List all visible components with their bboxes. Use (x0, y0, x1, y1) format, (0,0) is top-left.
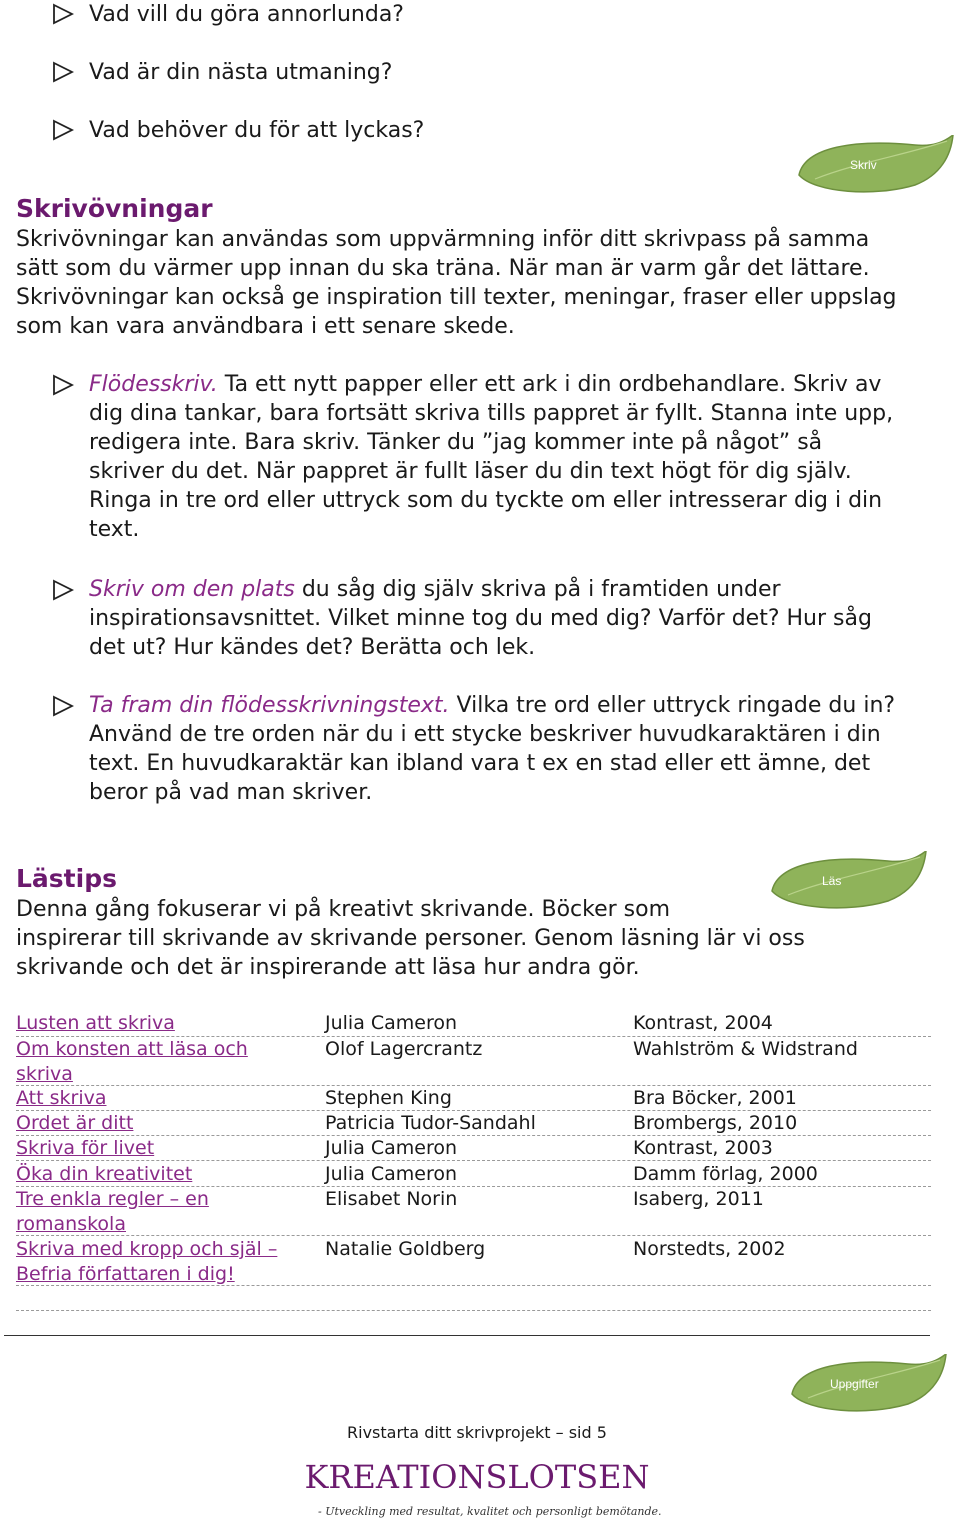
table-row (16, 1187, 931, 1236)
uppgifter-tag: Uppgifter (830, 1377, 879, 1391)
exercise-line: text. (89, 517, 140, 542)
book-title-link[interactable]: Lusten att skriva (16, 1012, 175, 1034)
book-title-link[interactable]: Ordet är ditt (16, 1112, 134, 1134)
table-row (16, 1111, 931, 1136)
section-heading-lastips: Lästips (16, 864, 117, 893)
book-publisher: Damm förlag, 2000 (633, 1163, 818, 1185)
exercise-line: Ringa in tre ord eller uttryck som du tyckte om eller intresserar dig i din (89, 488, 883, 513)
exercise-line: Använd de tre orden när du i ett stycke beskriver huvudkaraktären i din (89, 722, 881, 747)
book-publisher: Wahlström & Widstrand (633, 1038, 858, 1060)
las-tag: Läs (822, 874, 842, 888)
book-title-link[interactable]: Öka din kreativitet (16, 1163, 193, 1185)
book-author: Julia Cameron (325, 1137, 458, 1159)
paragraph-line: inspirerar till skrivande av skrivande personer. Genom läsning lär vi oss (16, 926, 805, 951)
divider-rule (4, 1335, 930, 1336)
triangle-bullet-icon (52, 119, 74, 141)
book-title-line[interactable]: skriva (16, 1063, 73, 1085)
exercise-first-line (89, 691, 895, 720)
exercise-label: Flödesskriv. (89, 372, 218, 397)
exercise-label: Ta fram din flödesskrivningstext. (89, 693, 450, 718)
book-publisher: Kontrast, 2004 (633, 1012, 773, 1034)
exercise-first-line (89, 575, 781, 604)
intro-question: Vad är din nästa utmaning? (89, 60, 393, 85)
exercise-first-line (89, 370, 881, 399)
triangle-bullet-icon (52, 374, 74, 396)
exercise-line: text. En huvudkaraktär kan ibland vara t ex en stad eller ett ämne, det (89, 751, 871, 776)
paragraph-line: som kan vara användbara i ett senare skede. (16, 314, 515, 339)
book-title-link[interactable]: Skriva för livet (16, 1137, 155, 1159)
book-author: Julia Cameron (325, 1163, 458, 1185)
exercise-text: Vilka tre ord eller uttryck ringade du in? (449, 693, 896, 718)
book-publisher: Brombergs, 2010 (633, 1112, 798, 1134)
exercise-label: Skriv om den plats (89, 577, 295, 602)
intro-question: Vad behöver du för att lyckas? (89, 118, 425, 143)
las-leaf-icon (768, 851, 930, 913)
book-title-line[interactable]: Skriva med kropp och själ – (16, 1238, 278, 1260)
book-author: Julia Cameron (325, 1012, 458, 1034)
exercise-line: beror på vad man skriver. (89, 780, 373, 805)
triangle-bullet-icon (52, 3, 74, 25)
exercise-line: det ut? Hur kändes det? Berätta och lek. (89, 635, 536, 660)
triangle-bullet-icon (52, 579, 74, 601)
book-publisher: Kontrast, 2003 (633, 1137, 773, 1159)
kreationslotsen-logo (292, 1458, 662, 1496)
book-title-link[interactable]: Att skriva (16, 1087, 107, 1109)
paragraph-line: sätt som du värmer upp innan du ska träna. När man är varm går det lättare. (16, 256, 870, 281)
book-title-line[interactable]: romanskola (16, 1213, 126, 1235)
book-author: Olof Lagercrantz (325, 1038, 483, 1060)
paragraph-line: Skrivövningar kan användas som uppvärmning inför ditt skrivpass på samma (16, 227, 870, 252)
book-title-line[interactable]: Om konsten att läsa och (16, 1038, 248, 1060)
paragraph-line: Skrivövningar kan också ge inspiration till texter, meningar, fraser eller uppslag (16, 285, 897, 310)
table-row (16, 1237, 931, 1286)
triangle-bullet-icon (52, 61, 74, 83)
book-author: Patricia Tudor-Sandahl (325, 1112, 536, 1134)
intro-question: Vad vill du göra annorlunda? (89, 2, 404, 27)
table-row-empty (16, 1288, 931, 1311)
book-title-line[interactable]: Befria författaren i dig! (16, 1263, 235, 1285)
book-title-link[interactable] (16, 1037, 306, 1087)
book-author: Stephen King (325, 1087, 452, 1109)
page-label: Rivstarta ditt skrivprojekt – sid 5 (347, 1423, 607, 1442)
paragraph-line: skrivande och det är inspirerande att läsa hur andra gör. (16, 955, 640, 980)
exercise-line: skriver du det. När pappret är fullt läser du din text högt för dig själv. (89, 459, 852, 484)
table-row (16, 1086, 931, 1111)
book-publisher: Bra Böcker, 2001 (633, 1087, 797, 1109)
skriv-tag: Skriv (850, 158, 877, 172)
book-title-line[interactable]: Tre enkla regler – en (16, 1188, 209, 1210)
book-title-link[interactable] (16, 1187, 306, 1237)
paragraph-line: Denna gång fokuserar vi på kreativt skrivande. Böcker som (16, 897, 671, 922)
exercise-line: inspirationsavsnittet. Vilket minne tog du med dig? Varför det? Hur såg (89, 606, 872, 631)
triangle-bullet-icon (52, 695, 74, 717)
book-author: Natalie Goldberg (325, 1238, 486, 1260)
table-row (16, 1037, 931, 1086)
logo-text: KREATIONSLOTSEN (304, 1458, 650, 1496)
table-row (16, 1011, 931, 1037)
exercise-text: Ta ett nytt papper eller ett ark i din ordbehandlare. Skriv av (217, 372, 882, 397)
table-row (16, 1162, 931, 1187)
section-heading-skrivovningar: Skrivövningar (16, 194, 213, 223)
book-title-link[interactable] (16, 1237, 306, 1287)
book-publisher: Norstedts, 2002 (633, 1238, 786, 1260)
tagline: - Utveckling med resultat, kvalitet och personligt bemötande. (318, 1505, 662, 1518)
exercise-line: dig dina tankar, bara fortsätt skriva tills pappret är fyllt. Stanna inte upp, (89, 401, 894, 426)
exercise-line: redigera inte. Bara skriv. Tänker du ”jag kommer inte på något” så (89, 430, 823, 455)
exercise-text: du såg dig själv skriva på i framtiden under (294, 577, 781, 602)
table-row (16, 1136, 931, 1161)
book-author: Elisabet Norin (325, 1188, 458, 1210)
book-publisher: Isaberg, 2011 (633, 1188, 764, 1210)
